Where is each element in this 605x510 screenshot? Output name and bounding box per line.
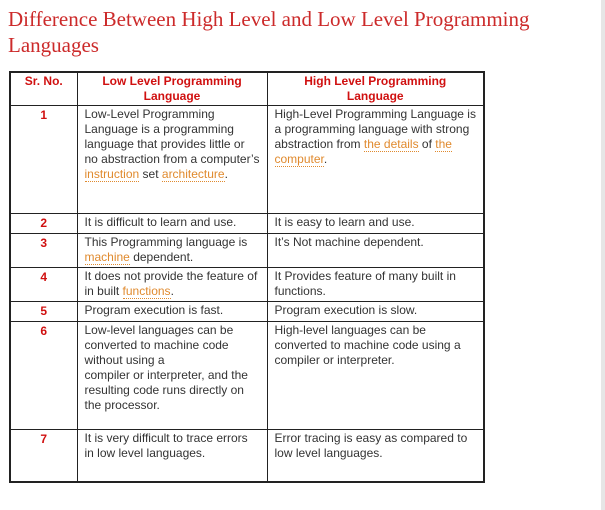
table-row: [10, 430, 484, 482]
high-level-cell: High-level languages can be converted to machine code using a compiler or interpreter.: [267, 322, 484, 430]
header-high-level: High Level Programming Language: [267, 72, 484, 106]
cell-text: .: [323, 152, 328, 166]
high-level-cell: Program execution is slow.: [267, 302, 484, 322]
row-number: 1: [10, 106, 77, 214]
high-level-cell: Error tracing is easy as compared to low level languages.: [267, 430, 484, 482]
cell-text: Low-Level Programming Language is a programming language that provides little or no abstraction from a computer’s: [84, 107, 260, 166]
table-header-row: [10, 72, 484, 106]
high-level-cell: [267, 106, 484, 214]
cell-text: High-Level Programming Language is a programming language with strong abstraction from: [274, 107, 476, 151]
header-sr-no: Sr. No.: [10, 72, 77, 106]
row-number: 5: [10, 302, 77, 322]
high-level-cell: It’s Not machine dependent.: [267, 234, 484, 268]
low-level-cell: [77, 322, 267, 430]
link-functions[interactable]: functions: [122, 284, 171, 298]
table-row: [10, 268, 484, 302]
low-level-cell: [77, 268, 267, 302]
low-level-cell: [77, 106, 267, 214]
link-instruction[interactable]: instruction: [84, 167, 140, 181]
row-number: 7: [10, 430, 77, 482]
link-machine[interactable]: machine: [84, 250, 130, 264]
cell-text: Low-level languages can be converted to machine code without using a: [84, 323, 234, 367]
low-level-cell: [77, 234, 267, 268]
link-architecture[interactable]: architecture: [161, 167, 225, 181]
table-row: [10, 106, 484, 214]
row-number: 6: [10, 322, 77, 430]
low-level-cell: It is very difficult to trace errors in low level languages.: [77, 430, 267, 482]
link-the-details[interactable]: the details: [363, 137, 419, 151]
cell-text: of: [418, 137, 436, 151]
row-number: 3: [10, 234, 77, 268]
link-the-computer[interactable]: the computer: [274, 137, 452, 166]
row-number: 2: [10, 214, 77, 234]
page-title: Difference Between High Level and Low Level Programming Languages: [8, 7, 530, 57]
low-level-cell: Program execution is fast.: [77, 302, 267, 322]
header-low-level: Low Level Programming Language: [77, 72, 267, 106]
cell-text: set: [139, 167, 162, 181]
high-level-cell: It is easy to learn and use.: [267, 214, 484, 234]
cell-text: .: [170, 284, 174, 298]
cell-text: .: [224, 167, 228, 181]
comparison-table: [9, 71, 485, 483]
cell-text: This Programming language is: [84, 235, 248, 249]
table-row: [10, 302, 484, 322]
high-level-cell: It Provides feature of many built in functions.: [267, 268, 484, 302]
cell-text: dependent.: [129, 250, 194, 264]
page-right-edge: [601, 0, 605, 510]
table-row: [10, 322, 484, 430]
table-row: [10, 234, 484, 268]
row-number: 4: [10, 268, 77, 302]
table-row: [10, 214, 484, 234]
low-level-cell: It is difficult to learn and use.: [77, 214, 267, 234]
cell-text: compiler or interpreter, and the resulting code runs directly on the processor.: [84, 368, 248, 412]
cell-text: It does not provide the feature of in built: [84, 269, 258, 298]
